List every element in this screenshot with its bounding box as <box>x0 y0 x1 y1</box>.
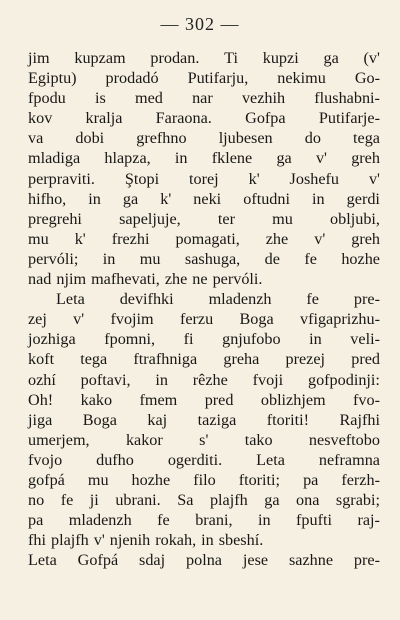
text-line: Leta devifhki mladenzh fe pre- <box>56 290 380 309</box>
text-line: jim kupzam prodan. Ti kupzi ga (v' <box>28 49 380 67</box>
text-line: no fe ji ubrani. Sa plajfh ga ona sgrabi; <box>28 491 380 510</box>
text-line: fvojo dufho ogerditi. Leta neframna <box>28 450 380 469</box>
text-line: pa mladenzh fe brani, in fpufti raj- <box>28 511 380 530</box>
text-line: Leta Gofpá sdaj polna jese sazhne pre- <box>28 551 380 570</box>
text-line: jozhiga fpomni, fi gnjufobo in veli- <box>28 330 380 349</box>
page-number: — 302 — <box>160 14 240 34</box>
text-line: mu k' frezhi pomagati, zhe v' greh <box>28 229 380 248</box>
text-line: jiga Boga kaj taziga ftoriti! Rajfhi <box>28 410 380 429</box>
text-line: mladiga hlapza, in fklene ga v' greh <box>28 149 380 168</box>
text-line: ozhí poftavi, in rêzhe fvoji gofpodinji: <box>28 370 380 389</box>
text-line: fhi plajfh v' njenih rokah, in sbeshí. <box>28 531 264 550</box>
text-line: va dobi grefhno ljubesen do tega <box>28 129 380 148</box>
text-line: kov kralja Faraona. Gofpa Putifarje- <box>28 109 380 128</box>
text-line: perpraviti. Ştopi torej k' Joshefu v' <box>28 169 380 188</box>
body-text <box>28 48 380 570</box>
text-line: pregrehi sapeljuje, ter mu obljubi, <box>28 209 380 228</box>
text-line: Egiptu) prodadó Putifarju, nekimu Go- <box>28 69 380 88</box>
text-line: zej v' fvojim ferzu Boga vfigaprizhu- <box>28 310 380 329</box>
text-line: gofpá mu hozhe filo ftoriti; pa ferzh- <box>28 470 380 489</box>
text-line: koft tega ftrafhniga greha prezej pred <box>28 350 380 369</box>
text-line: nad njim mafhevati, zhe ne pervóli. <box>28 270 263 289</box>
text-line: Oh! kako fmem pred oblizhjem fvo- <box>28 390 380 409</box>
text-line: pervóli; in mu sashuga, de fe hozhe <box>28 249 380 268</box>
text-line: umerjem, kakor s' tako nesveftobo <box>28 430 380 449</box>
text-line: hifho, in ga k' neki oftudni in gerdi <box>28 189 380 208</box>
text-line: fpodu is med nar vezhih flushabni- <box>28 89 380 108</box>
